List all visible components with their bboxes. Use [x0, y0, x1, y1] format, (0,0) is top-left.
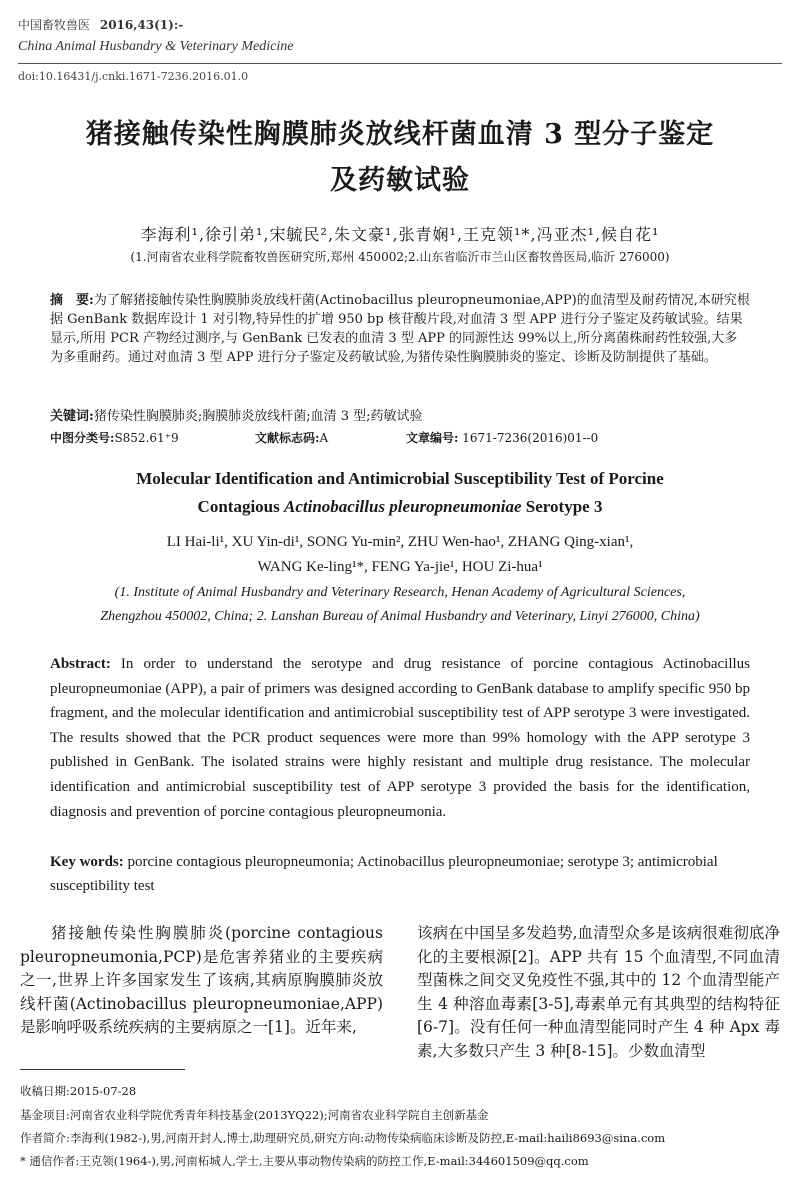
keywords-en-label: Key words:: [50, 854, 124, 870]
abstract-en-text: In order to understand the serotype and drug resistance of porcine contagious Actinobacillus pleuropneumoniae (APP), a pair of primers was designed according to GenBank database to amplify specific 950 bp fragment, and the molecular identification and antimicrobial susceptibility test of APP serotype 3 were investigated. The results showed that the PCR product sequences were more than 99% homology with the APP serotype 3 published in GenBank. The isolated strains were highly resistant and multiple drug resistance. The molecular identification and antimicrobial susceptibility test of APP serotype 3 provided the basis for the identification, diagnosis and prevention of porcine contagious pleuropneumonia.: [50, 656, 750, 820]
keywords-cn: [50, 405, 423, 424]
journal-name-en: China Animal Husbandry & Veterinary Medicine: [18, 39, 294, 54]
title-cn-line2: 及药敏试验: [330, 165, 470, 196]
footnote-rule: [20, 1069, 185, 1070]
body-paragraph-right: 该病在中国呈多发趋势,血清型众多是该病很难彻底净化的主要根源[2]。APP 共有 15 个血清型,不同血清型菌株之间交叉免疫性不强,其中的 12 个血清型能产生 4 种溶血毒素[3-5],毒素单元有其典型的结构特征[6-7]。没有任何一种血清型能同时产生 4 种 Apx 毒素,大多数只产生 3 种[8-15]。少数血清型: [417, 924, 780, 1060]
journal-name-cn: 中国畜牧兽医: [18, 18, 91, 32]
authors-cn: 李海利¹,徐引弟¹,宋毓民²,朱文豪¹,张青娴¹,王克领¹*,冯亚杰¹,候自花¹: [140, 225, 660, 244]
abstract-cn-text: 为了解猪接触传染性胸膜肺炎放线杆菌(Actinobacillus pleuropneumoniae,APP)的血清型及耐药情况,本研究根据 GenBank 数据库设计 1 对引物,特异性的扩增 950 bp 核苷酸片段,对血清 3 型 APP 进行分子鉴定及药敏试验。结果显示,所用 PCR 产物经过测序,与 GenBank 已发表的血清 3 型 APP 的同源性达 99%以上,所分离菌株耐药性较强,大多为多重耐药。通过对血清 3 型 APP 进行分子鉴定及药敏试验,为猪传染性胸膜肺炎的鉴定、诊断及防制提供了基础。: [50, 293, 750, 365]
footnote-received: 收稿日期:2015-07-28: [20, 1084, 137, 1098]
body-column-left: [20, 922, 383, 1040]
title-en-line2: Contagious Actinobacillus pleuropneumoniae Serotype 3: [197, 497, 603, 516]
keywords-cn-label: 关键词:: [50, 409, 94, 424]
footnote-author-bio: 作者简介:李海利(1982-),男,河南开封人,博士,助理研究员,研究方向:动物传染病临床诊断及防控,E-mail:haili8693@sina.com: [20, 1131, 666, 1145]
header-rule: [18, 63, 782, 64]
title-en-line1: Molecular Identification and Antimicrobial Susceptibility Test of Porcine: [136, 469, 664, 488]
affiliations-en-line2: Zhengzhou 450002, China; 2. Lanshan Bureau of Animal Husbandry and Veterinary, Linyi 276000, China): [100, 609, 700, 624]
title-cn-line1: 猪接触传染性胸膜肺炎放线杆菌血清 3 型分子鉴定: [85, 119, 715, 150]
abstract-en-label: Abstract:: [50, 656, 111, 672]
article-number: 文章编号: 1671-7236(2016)01--0: [406, 431, 599, 445]
footnote-corresponding: * 通信作者:王克领(1964-),男,河南柘城人,学士,主要从事动物传染病的防控工作,E-mail:344601509@qq.com: [20, 1154, 589, 1168]
keywords-cn-text: 猪传染性胸膜肺炎;胸膜肺炎放线杆菌;血清 3 型;药敏试验: [93, 409, 423, 424]
affiliations-en-line1: (1. Institute of Animal Husbandry and Veterinary Research, Henan Academy of Agricultural Sciences,: [114, 585, 686, 600]
document-code: 文献标志码:A: [255, 431, 329, 445]
abstract-cn-label: 摘 要:: [50, 293, 94, 308]
keywords-en-text: porcine contagious pleuropneumonia; Actinobacillus pleuropneumoniae; serotype 3; antimicrobial susceptibility test: [50, 854, 718, 894]
footnote-funding: 基金项目:河南省农业科学院优秀青年科技基金(2013YQ22);河南省农业科学院自主创新基金: [20, 1108, 489, 1122]
body-paragraph-left: 猪接触传染性胸膜肺炎(porcine contagious pleuropneumonia,PCP)是危害养猪业的主要疾病之一,世界上许多国家发生了该病,其病原胸膜肺炎放线杆菌(Actinobacillus pleuropneumoniae,APP)是影响呼吸系统疾病的主要病原之一[1]。近年来,: [20, 924, 383, 1036]
doi-line[interactable]: doi:10.16431/j.cnki.1671-7236.2016.01.0: [18, 70, 249, 83]
keywords-en: [50, 850, 750, 898]
authors-en-line1: LI Hai-li¹, XU Yin-di¹, SONG Yu-min², ZHU Wen-hao¹, ZHANG Qing-xian¹,: [166, 534, 634, 550]
abstract-cn: [50, 291, 750, 367]
journal-header: [18, 16, 183, 33]
abstract-en: [50, 652, 750, 824]
authors-en-line2: WANG Ke-ling¹*, FENG Ya-jie¹, HOU Zi-hua¹: [257, 559, 543, 575]
clc-number: 中图分类号:S852.61⁺9: [50, 431, 179, 445]
body-column-right: [417, 922, 780, 1063]
journal-volume: 2016,43(1):-: [99, 18, 184, 32]
affiliations-cn: (1.河南省农业科学院畜牧兽医研究所,郑州 450002;2.山东省临沂市兰山区畜牧兽医局,临沂 276000): [130, 250, 670, 264]
